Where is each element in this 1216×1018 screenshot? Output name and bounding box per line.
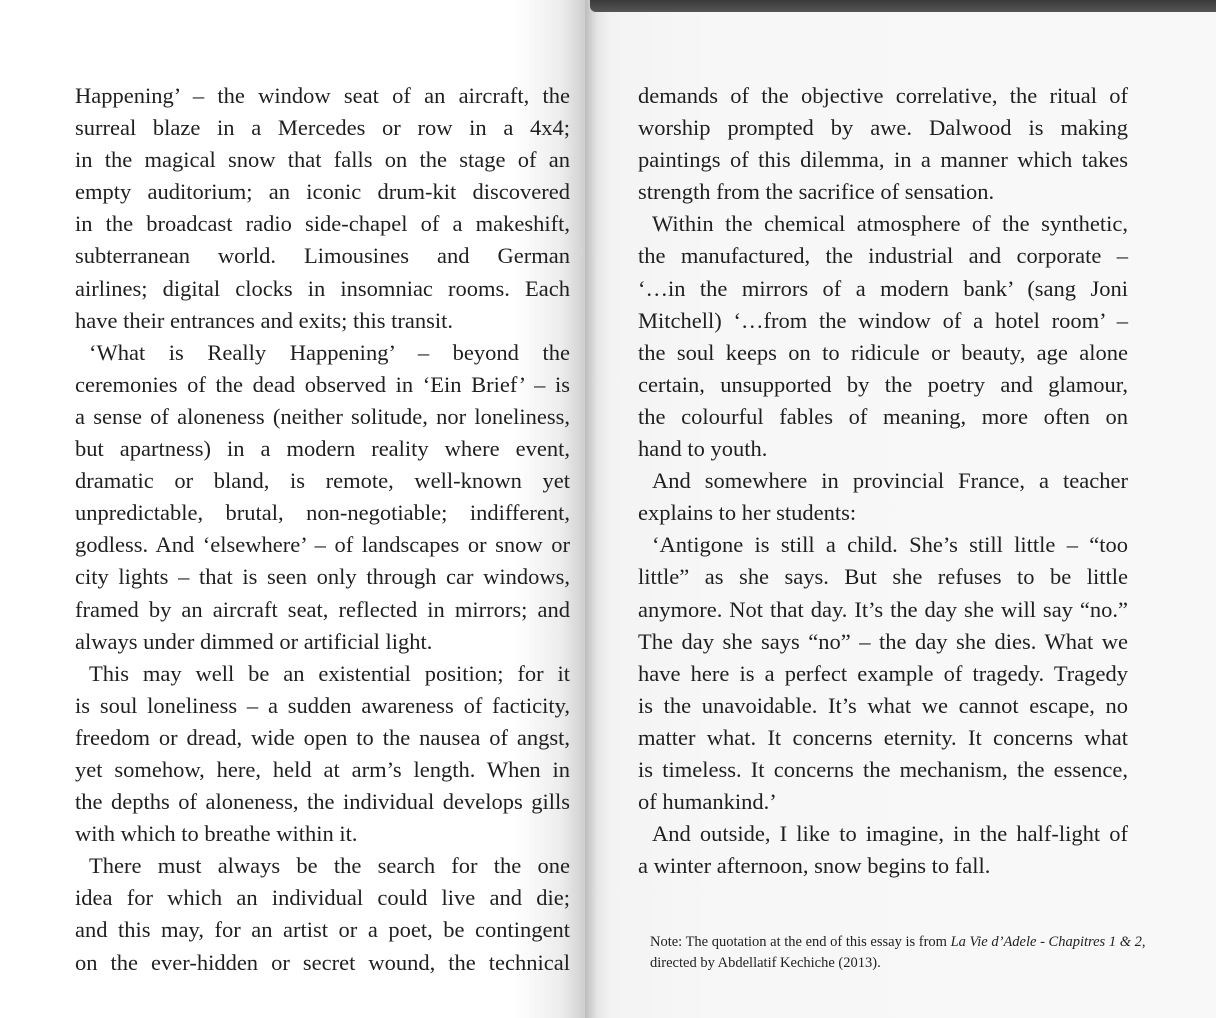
text-line: the depths of aloneness, the individual develops gills	[75, 789, 570, 815]
footnote-suffix: , directed by Abdellatif Kechiche (2013).	[650, 934, 1146, 971]
text-line: but apartness) in a modern reality where event,	[75, 436, 570, 462]
text-line: And outside, I like to imagine, in the half-light of	[652, 821, 1128, 847]
text-line: a winter afternoon, snow begins to fall.	[638, 853, 991, 879]
text-line: the soul keeps on to ridicule or beauty, age alone	[638, 339, 1128, 365]
footnote-prefix: Note: The quotation at the end of this essay is from	[650, 934, 951, 950]
text-line: on the ever-hidden or secret wound, the technical	[75, 949, 570, 975]
text-line: is timeless. It concerns the mechanism, the essence,	[638, 756, 1128, 782]
text-line: airlines; digital clocks in insomniac rooms. Each	[75, 275, 570, 301]
text-line: a sense of aloneness (neither solitude, nor loneliness,	[75, 403, 570, 429]
left-page	[0, 0, 585, 1018]
text-line: ceremonies of the dead observed in ‘Ein Brief’ – is	[75, 371, 570, 397]
paragraph	[638, 529, 1128, 818]
text-line: Within the chemical atmosphere of the synthetic,	[652, 211, 1128, 237]
paragraph	[75, 337, 570, 658]
text-line: matter what. It concerns eternity. It concerns what	[638, 724, 1128, 750]
text-line: of humankind.’	[638, 789, 777, 815]
text-line: dramatic or bland, is remote, well-known yet	[75, 468, 570, 494]
text-line: ‘…in the mirrors of a modern bank’ (sang Joni	[638, 275, 1128, 301]
paragraph	[75, 80, 570, 337]
text-line: ‘Antigone is still a child. She’s still little – “too	[652, 532, 1128, 558]
text-line: certain, unsupported by the poetry and glamour,	[638, 371, 1128, 397]
text-line: strength from the sacrifice of sensation.	[638, 179, 995, 205]
text-line: in the broadcast radio side-chapel of a makeshift,	[75, 211, 570, 237]
text-line: worship prompted by awe. Dalwood is making	[638, 115, 1128, 141]
text-line: And somewhere in provincial France, a teacher	[652, 468, 1128, 494]
text-line: have their entrances and exits; this transit.	[75, 307, 454, 333]
text-line: freedom or dread, wide open to the nausea of angst,	[75, 724, 570, 750]
text-line: anymore. Not that day. It’s the day she will say “no.”	[638, 596, 1128, 622]
text-line: godless. And ‘elsewhere’ – of landscapes or snow or	[75, 532, 570, 558]
text-line: paintings of this dilemma, in a manner which takes	[638, 147, 1128, 173]
text-line: in the magical snow that falls on the stage of an	[75, 147, 570, 173]
text-line: and this may, for an artist or a poet, be contingent	[75, 917, 570, 943]
footnote	[650, 932, 1150, 974]
text-line: There must always be the search for the one	[89, 853, 570, 879]
text-line: little” as she says. But she refuses to be little	[638, 564, 1128, 590]
text-line: have here is a perfect example of tragedy. Tragedy	[638, 660, 1128, 686]
text-line: subterranean world. Limousines and German	[75, 243, 570, 269]
text-line: always under dimmed or artificial light.	[75, 628, 433, 654]
paragraph	[75, 850, 570, 978]
paragraph	[638, 465, 1128, 529]
text-line: is soul loneliness – a sudden awareness of facticity,	[75, 692, 570, 718]
paragraph	[638, 208, 1128, 465]
left-page-text	[75, 80, 570, 979]
text-line: with which to breathe within it.	[75, 821, 358, 847]
text-line: ‘What is Really Happening’ – beyond the	[89, 339, 570, 365]
text-line: framed by an aircraft seat, reflected in mirrors; and	[75, 596, 570, 622]
paragraph	[638, 818, 1128, 882]
text-line: yet somehow, here, held at arm’s length. When in	[75, 756, 570, 782]
text-line: explains to her students:	[638, 500, 857, 526]
text-line: empty auditorium; an iconic drum-kit discovered	[75, 179, 570, 205]
text-line: The day she says “no” – the day she dies. What we	[638, 628, 1128, 654]
right-page-text	[638, 80, 1128, 882]
text-line: the colourful fables of meaning, more often on	[638, 403, 1128, 429]
right-page	[585, 0, 1216, 1018]
text-line: surreal blaze in a Mercedes or row in a 4x4;	[75, 115, 570, 141]
text-line: unpredictable, brutal, non-negotiable; indifferent,	[75, 500, 570, 526]
text-line: is the unavoidable. It’s what we cannot escape, no	[638, 692, 1128, 718]
text-line: the manufactured, the industrial and corporate –	[638, 243, 1128, 269]
paragraph	[75, 658, 570, 851]
text-line: idea for which an individual could live and die;	[75, 885, 570, 911]
text-line: This may well be an existential position; for it	[89, 660, 570, 686]
book-edge-shadow	[590, 0, 1216, 12]
footnote-film-title: La Vie d’Adele - Chapitres 1 & 2	[950, 934, 1142, 950]
paragraph	[638, 80, 1128, 208]
text-line: city lights – that is seen only through car windows,	[75, 564, 570, 590]
text-line: hand to youth.	[638, 436, 768, 462]
text-line: Mitchell) ‘…from the window of a hotel room’ –	[638, 307, 1128, 333]
text-line: Happening’ – the window seat of an aircraft, the	[75, 83, 570, 108]
text-line: demands of the objective correlative, the ritual of	[638, 83, 1128, 108]
